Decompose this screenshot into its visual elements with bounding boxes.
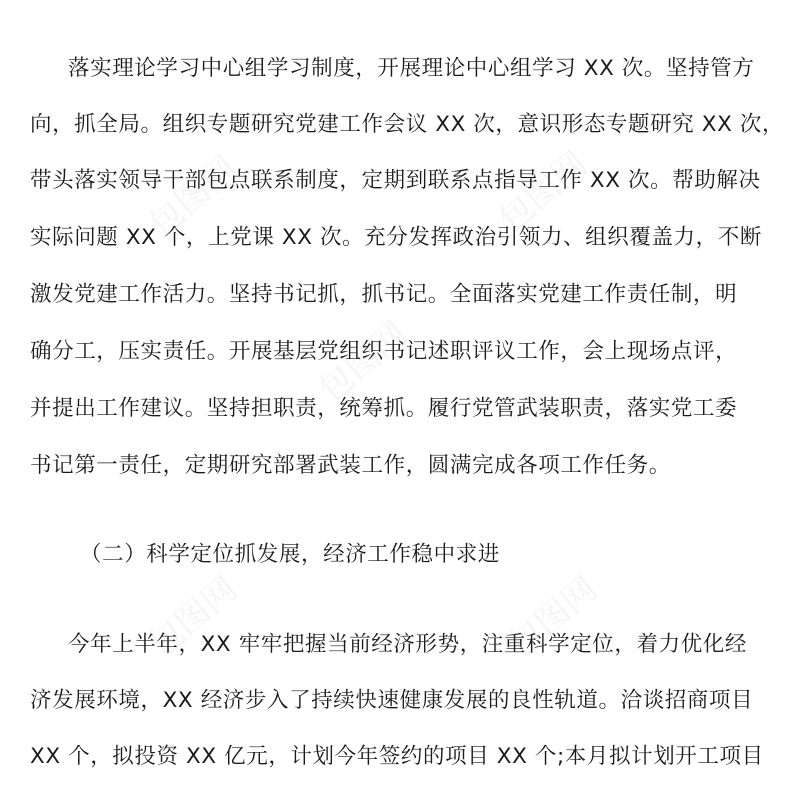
watermark: 包图网 bbox=[491, 144, 596, 241]
paragraph-1-line-4: 实际问题 XX 个，上党课 XX 次。充分发挥政治引领力、组织覆盖力，不断 bbox=[30, 225, 762, 250]
watermark: 包图网 bbox=[501, 569, 606, 666]
watermark: 包图网 bbox=[141, 569, 246, 666]
paragraph-1-line-6: 确分工，压实责任。开展基层党组织书记述职评议工作，会上现场点评， bbox=[30, 339, 738, 364]
paragraph-1-line-8: 书记第一责任，定期研究部署武装工作，圆满完成各项工作任务。 bbox=[30, 453, 671, 478]
paragraph-2-line-1: 今年上半年，XX 牢牢把握当前经济形势，注重科学定位，着力优化经 bbox=[68, 632, 747, 657]
paragraph-1-line-3: 带头落实领导干部包点联系制度，定期到联系点指导工作 XX 次。帮助解决 bbox=[30, 168, 761, 193]
paragraph-2-line-3: XX 个，拟投资 XX 亿元，计划今年签约的项目 XX 个;本月拟计划开工项目 bbox=[30, 744, 764, 769]
paragraph-1-line-2: 向，抓全局。组织专题研究党建工作会议 XX 次，意识形态专题研究 XX 次， bbox=[30, 112, 785, 137]
paragraph-1-line-7: 并提出工作建议。坚持担职责，统筹抓。履行党管武装职责，落实党工委 bbox=[30, 396, 738, 421]
watermark: 包图网 bbox=[311, 314, 416, 411]
paragraph-1-line-1: 落实理论学习中心组学习制度，开展理论中心组学习 XX 次。坚持管方 bbox=[68, 56, 755, 81]
paragraph-1-line-5: 激发党建工作活力。坚持书记抓，抓书记。全面落实党建工作责任制，明 bbox=[30, 282, 738, 307]
paragraph-2-line-2: 济发展环境，XX 经济步入了持续快速健康发展的良性轨道。洽谈招商项目 bbox=[30, 688, 754, 713]
watermark: 包图网 bbox=[141, 149, 246, 246]
section-heading-2: （二）科学定位抓发展，经济工作稳中求进 bbox=[80, 542, 500, 567]
